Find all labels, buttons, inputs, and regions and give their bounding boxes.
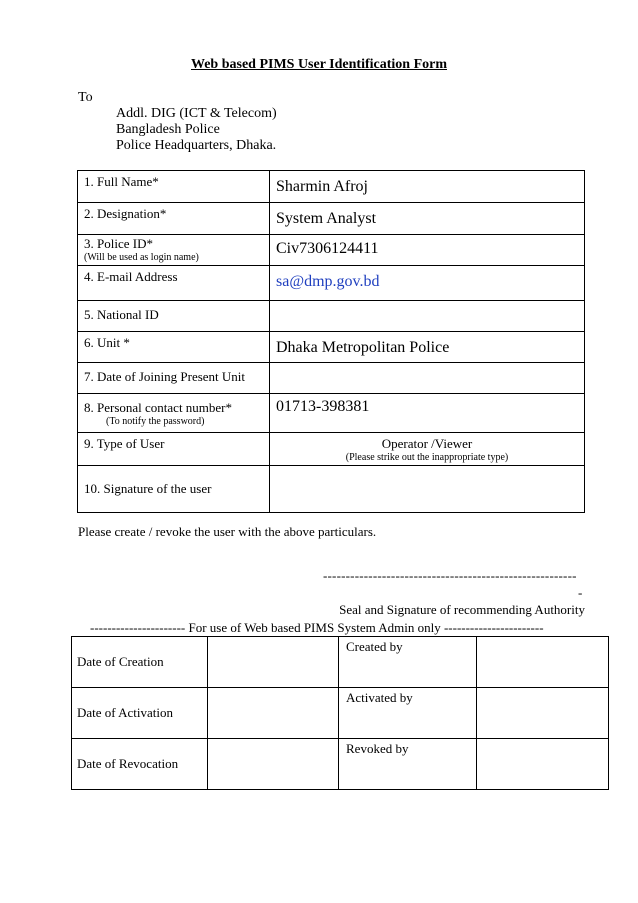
date-of-activation-label: Date of Activation xyxy=(72,688,208,739)
row-joining-date xyxy=(78,363,585,394)
police-id-label: 3. Police ID* xyxy=(84,236,153,251)
date-of-creation-label: Date of Creation xyxy=(72,637,208,688)
signature-value[interactable] xyxy=(270,466,585,513)
admin-row-revocation xyxy=(72,739,609,790)
address-line-3: Police Headquarters, Dhaka. xyxy=(116,138,277,153)
created-by-value[interactable] xyxy=(477,637,609,688)
admin-row-activation xyxy=(72,688,609,739)
user-form-table xyxy=(77,170,585,513)
row-email xyxy=(78,266,585,301)
activated-by-label: Activated by xyxy=(339,688,477,739)
police-id-note: (Will be used as login name) xyxy=(84,252,199,263)
row-signature xyxy=(78,466,585,513)
to-label: To xyxy=(78,90,93,105)
activated-by-value[interactable] xyxy=(477,688,609,739)
row-designation xyxy=(78,203,585,235)
contact-cell xyxy=(78,394,270,433)
contact-note: (To notify the password) xyxy=(106,416,205,427)
admin-section-heading: ---------------------- For use of Web based PIMS System Admin only ----------------------- xyxy=(90,620,544,635)
user-type-label: 9. Type of User xyxy=(78,433,270,466)
contact-label: 8. Personal contact number* xyxy=(84,400,233,415)
unit-label: 6. Unit * xyxy=(78,332,270,363)
national-id-label: 5. National ID xyxy=(78,301,270,332)
row-user-type xyxy=(78,433,585,466)
form-title: Web based PIMS User Identification Form xyxy=(190,57,447,72)
revoked-by-label: Revoked by xyxy=(339,739,477,790)
signature-dash-line: -------------------------------------------------------- xyxy=(323,568,577,583)
row-contact xyxy=(78,394,585,433)
request-text: Please create / revoke the user with the above particulars. xyxy=(78,524,377,539)
national-id-value[interactable] xyxy=(270,301,585,332)
user-type-cell xyxy=(270,433,585,466)
signature-label: 10. Signature of the user xyxy=(78,466,270,513)
police-id-value[interactable]: Civ7306124411 xyxy=(270,235,585,266)
user-type-value[interactable]: Operator /Viewer xyxy=(381,436,473,451)
row-unit xyxy=(78,332,585,363)
seal-signature-caption: Seal and Signature of recommending Authority xyxy=(339,602,585,617)
row-police-id xyxy=(78,235,585,266)
designation-label: 2. Designation* xyxy=(78,203,270,235)
row-national-id xyxy=(78,301,585,332)
date-of-creation-value[interactable] xyxy=(208,637,339,688)
admin-table xyxy=(71,636,609,790)
user-type-note: (Please strike out the inappropriate type) xyxy=(345,452,509,463)
joining-date-label: 7. Date of Joining Present Unit xyxy=(78,363,270,394)
full-name-value[interactable]: Sharmin Afroj xyxy=(270,171,585,203)
unit-value[interactable]: Dhaka Metropolitan Police xyxy=(270,332,585,363)
created-by-label: Created by xyxy=(339,637,477,688)
date-of-revocation-label: Date of Revocation xyxy=(72,739,208,790)
date-of-activation-value[interactable] xyxy=(208,688,339,739)
email-label: 4. E-mail Address xyxy=(78,266,270,301)
signature-dash-end: - xyxy=(578,585,583,600)
full-name-label: 1. Full Name* xyxy=(78,171,270,203)
police-id-cell xyxy=(78,235,270,266)
address-line-2: Bangladesh Police xyxy=(116,122,220,137)
designation-value[interactable]: System Analyst xyxy=(270,203,585,235)
address-line-1: Addl. DIG (ICT & Telecom) xyxy=(116,106,277,121)
email-value[interactable]: sa@dmp.gov.bd xyxy=(270,266,585,301)
admin-row-creation xyxy=(72,637,609,688)
date-of-revocation-value[interactable] xyxy=(208,739,339,790)
contact-value[interactable]: 01713-398381 xyxy=(270,394,585,433)
joining-date-value[interactable] xyxy=(270,363,585,394)
row-full-name xyxy=(78,171,585,203)
revoked-by-value[interactable] xyxy=(477,739,609,790)
